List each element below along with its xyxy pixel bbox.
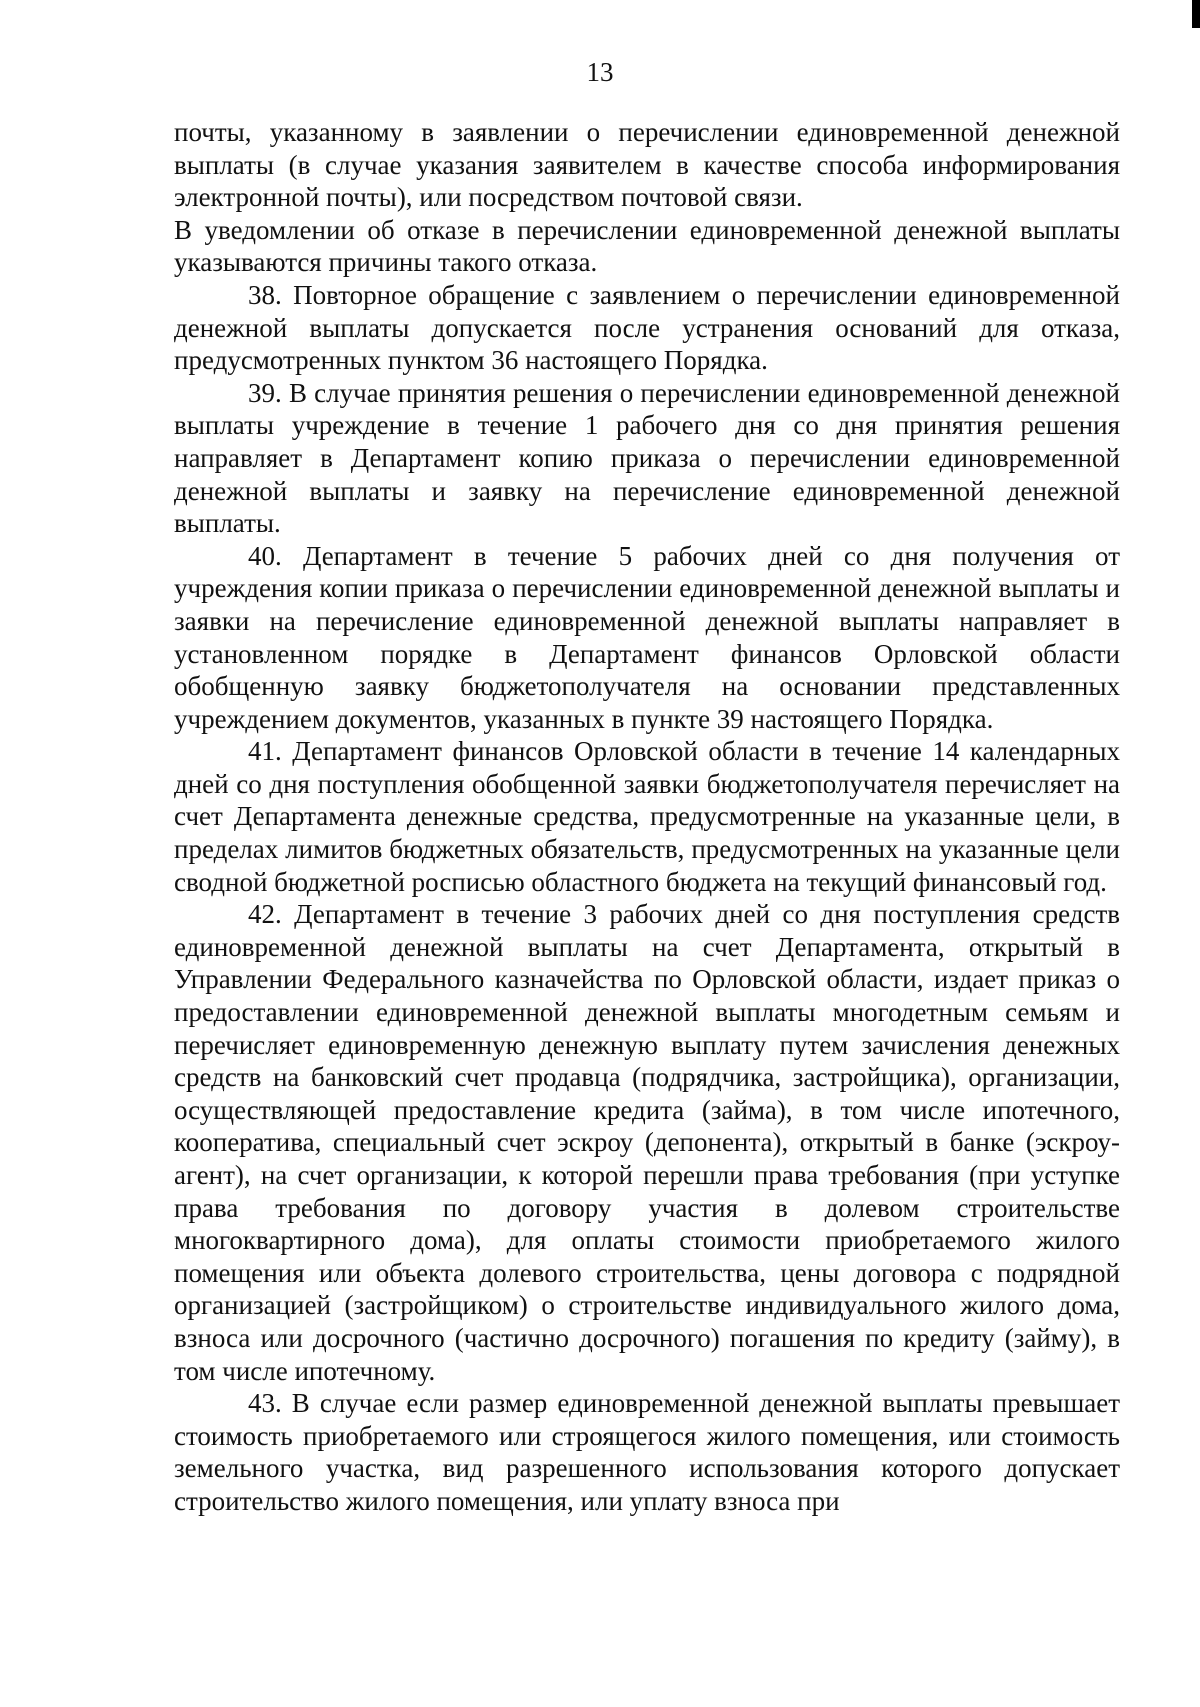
paragraph-refusal-notice: В уведомлении об отказе в перечислении единовременной денежной выплаты указываются причины такого отказа. xyxy=(174,214,1120,278)
page-number: 13 xyxy=(586,57,614,87)
paragraph-43: 43. В случае если размер единовременной денежной выплаты превышает стоимость приобретаемого или строящегося жилого помещения, или стоимость земельного участка, вид разрешенного использования которого допускает строительство жилого помещения, или уплату взноса при xyxy=(174,1388,1120,1516)
paragraph-40: 40. Департамент в течение 5 рабочих дней со дня получения от учреждения копии приказа о перечислении единовременной денежной выплаты и заявки на перечисление единовременной денежной выплаты направляет в установленном порядке в Департамент финансов Орловской области обобщенную заявку бюджетополучателя на основании представленных учреждением документов, указанных в пункте 39 настоящего Порядка. xyxy=(174,540,1120,734)
document-body xyxy=(174,116,1120,1518)
paragraph-42: 42. Департамент в течение 3 рабочих дней со дня поступления средств единовременной денежной выплаты на счет Департамента, открытый в Управлении Федерального казначейства по Орловской области, издает приказ о предоставлении единовременной денежной выплаты многодетным семьям и перечисляет единовременную денежную выплату путем зачисления денежных средств на банковский счет продавца (подрядчика, застройщика), организации, осуществляющей предоставление кредита (займа), в том числе ипотечного, кооператива, специальный счет эскроу (депонента), открытый в банке (эскроу-агент), на счет организации, к которой перешли права требования (при уступке права требования по договору участия в долевом строительстве многоквартирного дома), для оплаты стоимости приобретаемого жилого помещения или объекта долевого строительства, цены договора с подрядной организацией (застройщиком) о строительстве индивидуального жилого дома, взноса или досрочного (частично досрочного) погашения по кредиту (займу), в том числе ипотечному. xyxy=(174,899,1120,1386)
paragraph-continuation: почты, указанному в заявлении о перечислении единовременной денежной выплаты (в случае указания заявителем в качестве способа информирования электронной почты), или посредством почтовой связи. xyxy=(174,117,1120,213)
paragraph-38: 38. Повторное обращение с заявлением о перечислении единовременной денежной выплаты допускается после устранения оснований для отказа, предусмотренных пунктом 36 настоящего Порядка. xyxy=(174,279,1120,376)
paragraph-39: 39. В случае принятия решения о перечислении единовременной денежной выплаты учреждение в течение 1 рабочего дня со дня принятия решения направляет в Департамент копию приказа о перечислении единовременной денежной выплаты и заявку на перечисление единовременной денежной выплаты. xyxy=(174,377,1120,539)
scan-edge-mark xyxy=(1192,0,1200,28)
paragraph-41: 41. Департамент финансов Орловской области в течение 14 календарных дней со дня поступления обобщенной заявки бюджетополучателя перечисляет на счет Департамента денежные средства, предусмотренные на указанные цели, в пределах лимитов бюджетных обязательств, предусмотренных на указанные цели сводной бюджетной росписью областного бюджета на текущий финансовый год. xyxy=(174,736,1120,897)
